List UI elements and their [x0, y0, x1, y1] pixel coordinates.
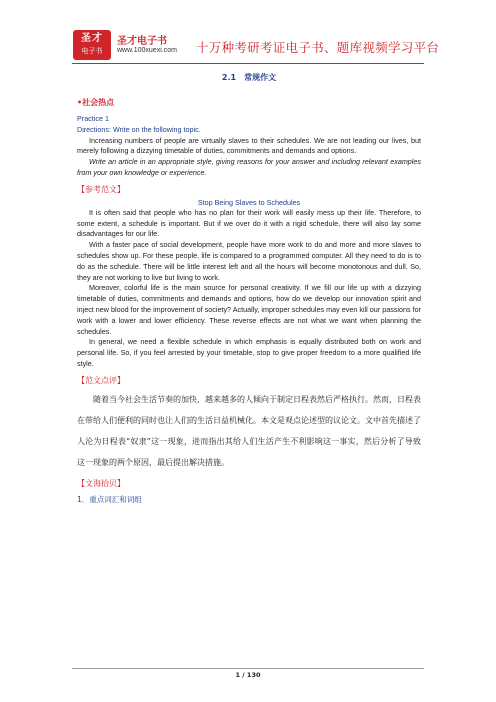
- practice-label: Practice 1: [77, 114, 109, 123]
- essay-paragraph: In general, we need a flexible schedule in which emphasis is equally distributed both on work and personal life. So, if you feel arrested by your timetable, stop to give proper freedom to a more qualified life style.: [77, 337, 421, 368]
- document-body: [77, 68, 421, 505]
- review-label: 【范文点评】: [77, 375, 125, 385]
- notes-item: 1．重点词汇和词组: [77, 494, 142, 504]
- practice-task: Write an article in an appropriate style, giving reasons for your answer and including relevant examples from your own knowledge or experience.: [77, 157, 421, 177]
- page-number: 1 / 130: [235, 671, 261, 679]
- page-header: [0, 0, 496, 62]
- notes-label: 【文海拾贝】: [77, 478, 125, 488]
- essay-paragraph: With a faster pace of social development, people have more work to do and more and more slaves to schedules show up. For these people, life is compared to a programmed computer. All they need to do is to do as the schedule. There will be little interest left and all the hours will become monotonous and dull. So, they are not working to live but living to work.: [77, 240, 421, 282]
- practice-prompt: Increasing numbers of people are virtually slaves to their schedules. We are not leading our lives, but merely following a dizzying timetable of duties, commitments and demands and options.: [77, 135, 421, 156]
- review-text: 随着当今社会生活节奏的加快，越来越多的人倾向于制定日程表然后严格执行。然而，日程表在带给人们便利的同时也让人们的生活日益机械化。本文是观点论述型的议论文。文中首先描述了人沦为日程表“奴隶”这一现象，进而指出其给人们生活产生不利影响这一事实，然后分析了导致这一现象的两个原因，最后提出解决措施。: [77, 394, 421, 467]
- header-divider: [72, 63, 424, 64]
- logo-text-1: 圣才: [81, 33, 103, 44]
- sample-essay-label: 【参考范文】: [77, 184, 125, 194]
- header-slogan: 十万种考研考证电子书、题库视频学习平台: [196, 40, 440, 55]
- essay-paragraph: Moreover, colorful life is the main source for personal creativity. If we fill our life up with a dizzying timetable of duties, commitments and demands and options, how do we develop our innovation spirit and inject new blood for the improvement of society? Actually, improper schedules may even kill our passions for work with a lower and lower efficiency. These reverse effects are not what we want when planning the schedules.: [77, 283, 421, 336]
- topic-heading: •社会热点: [77, 98, 115, 107]
- essay-paragraph: It is often said that people who has no plan for their work will easily mess up their life. Therefore, to some extent, a schedule is important. But if we over do it with a rigid schedule, there will also lay some disadvantages for our life.: [77, 207, 421, 239]
- logo-text-2: 电子书: [81, 47, 103, 55]
- brand-url[interactable]: www.100xuexi.com: [117, 47, 177, 54]
- footer-divider: [72, 668, 424, 669]
- section-title: 2.1 常规作文: [221, 73, 277, 82]
- brand-name: 圣才电子书: [117, 36, 167, 47]
- essay-title: Stop Being Slaves to Schedules: [197, 197, 301, 207]
- practice-directions: Directions: Write on the following topic.: [77, 124, 201, 134]
- logo: [73, 30, 111, 60]
